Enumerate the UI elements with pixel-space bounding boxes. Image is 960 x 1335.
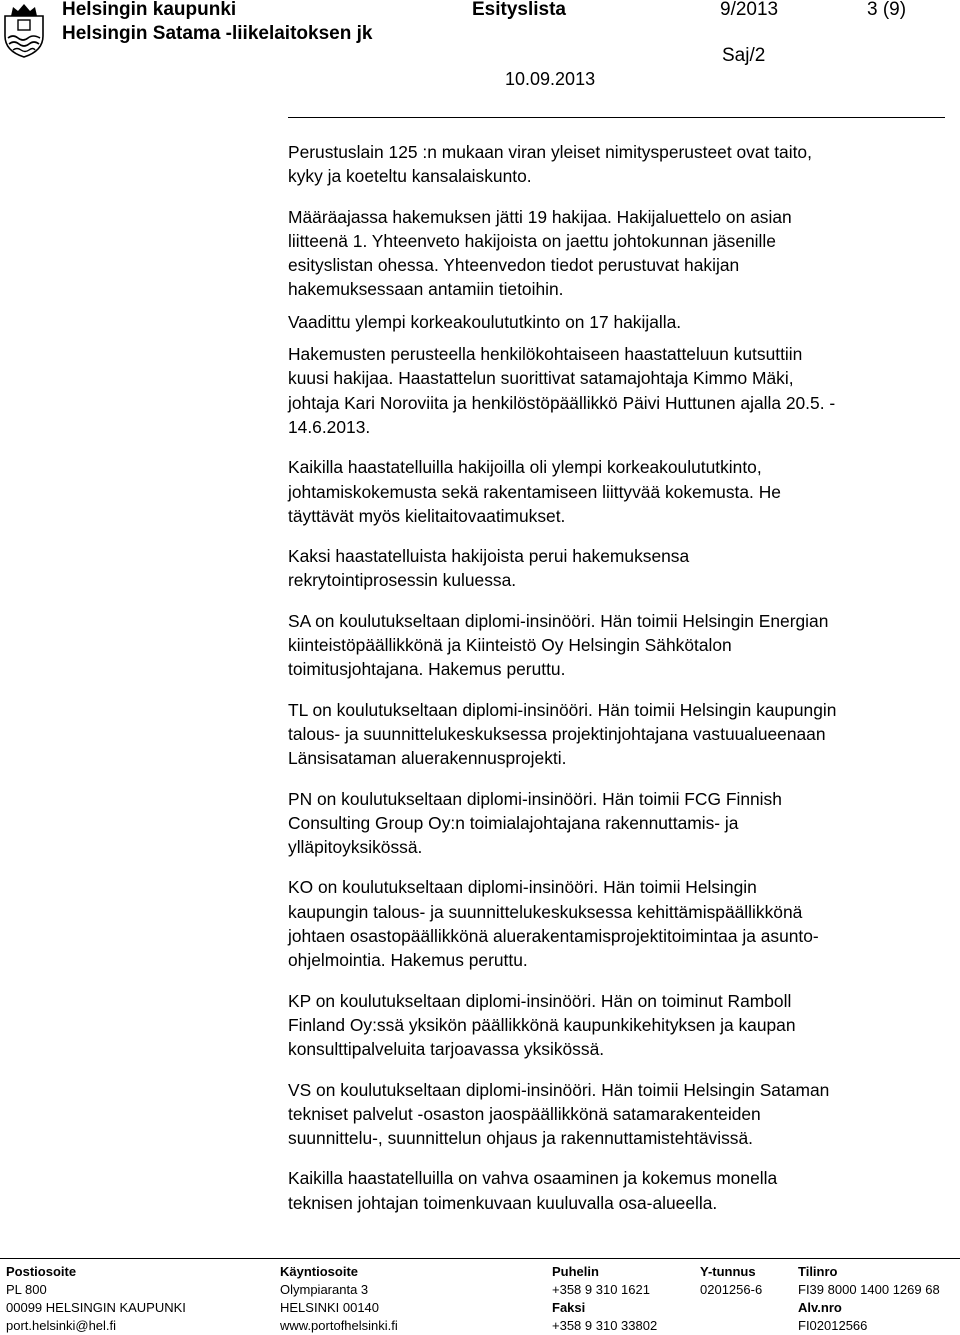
footer-value: FI02012566 xyxy=(798,1318,868,1333)
page-number: 3 (9) xyxy=(867,0,907,20)
footer-divider xyxy=(0,1258,960,1259)
footer-value: Olympiaranta 3 xyxy=(280,1282,369,1297)
organization-name: Helsingin kaupunki xyxy=(62,0,237,20)
body-paragraph: KP on koulutukseltaan diplomi-insinööri. Hän on toiminut Ramboll Finland Oy:ssä yksikön päällikkönä kaupunkikehityksen ja kaupan konsulttipalveluita tarjoavassa yksikössä. xyxy=(288,990,796,1060)
body-paragraph: Perustuslain 125 :n mukaan viran yleiset nimitysperusteet ovat taito, kyky ja koeteltu kansalaiskunto. xyxy=(288,142,812,187)
footer-value: PL 800 xyxy=(6,1282,47,1297)
document-body xyxy=(288,140,956,1231)
helsinki-crest-logo xyxy=(2,2,46,58)
department-name: Helsingin Satama -liikelaitoksen jk xyxy=(62,23,373,44)
footer-label: Puhelin xyxy=(552,1264,599,1279)
footer-value: HELSINKI 00140 xyxy=(280,1300,380,1315)
body-paragraph: Kaikilla haastatelluilla hakijoilla oli ylempi korkeakoulututkinto, johtamiskokemusta sekä rakentamiseen liittyvää kokemusta. He täyttävät myös kielitaitovaatimukset. xyxy=(288,457,781,526)
footer-visiting-address xyxy=(280,1263,398,1335)
footer-label: Y-tunnus xyxy=(700,1264,756,1279)
body-paragraph: Vaadittu ylempi korkeakoulututkinto on 17 hakijalla. xyxy=(288,311,682,332)
body-paragraph: SA on koulutukseltaan diplomi-insinööri. Hän toimii Helsingin Energian kiinteistöpäällikkönä ja Kiinteistö Oy Helsingin Sähkötalon toimitusjohtajana. Hakemus peruttu. xyxy=(288,610,829,680)
body-paragraph: VS on koulutukseltaan diplomi-insinööri. Hän toimii Helsingin Sataman tekniset palvelut -osaston jaospäällikkönä satamarakenteiden suunnittelu-, suunnittelun ohjaus ja rakennuttamistehtävissä. xyxy=(288,1079,830,1149)
header-divider xyxy=(288,117,945,118)
footer-website: www.portofhelsinki.fi xyxy=(280,1318,398,1333)
footer-business-id xyxy=(700,1263,762,1299)
body-paragraph: PN on koulutukseltaan diplomi-insinööri. Hän toimii FCG Finnish Consulting Group Oy:n toimialajohtajana rakennuttamis- ja ylläpitoyksikössä. xyxy=(288,788,782,858)
footer-label: Käyntiosoite xyxy=(280,1264,359,1279)
footer-label: Faksi xyxy=(552,1300,586,1315)
body-paragraph: Määräajassa hakemuksen jätti 19 hakijaa. Hakijaluettelo on asian liitteenä 1. Yhteenveto hakijoista on jaettu johtokunnan jäsenille esityslistan ohessa. Yhteenvedon tiedot perustuvat hakijan hakemuksessaan antamiin tietoihin. xyxy=(288,206,792,300)
footer-account xyxy=(798,1263,940,1335)
footer-value: 00099 HELSINGIN KAUPUNKI xyxy=(6,1300,186,1315)
footer-email: port.helsinki@hel.fi xyxy=(6,1318,117,1333)
footer-label: Tilinro xyxy=(798,1264,838,1279)
body-paragraph: KO on koulutukseltaan diplomi-insinööri. Hän toimii Helsingin kaupungin talous- ja suunnittelukeskuksessa kehittämispäällikkönä johtaen osastopäällikkönä aluerakentamisprojektitoimintaa ja asunto- ohjelmointia. Hakemus peruttu. xyxy=(288,877,819,971)
document-title: Esityslista xyxy=(472,0,566,20)
footer-label: Alv.nro xyxy=(798,1300,842,1315)
footer-value: 0201256-6 xyxy=(700,1282,763,1297)
footer-value: +358 9 310 1621 xyxy=(552,1282,650,1297)
footer-value: +358 9 310 33802 xyxy=(552,1318,658,1333)
body-paragraph: Kaksi haastatelluista hakijoista perui hakemuksensa rekrytointiprosessin kuluessa. xyxy=(288,546,690,591)
body-paragraph: TL on koulutukseltaan diplomi-insinööri. Hän toimii Helsingin kaupungin talous- ja suunnittelukeskuksessa projektinjohtajana vastuualueenaan Länsisataman aluerakennusprojekti. xyxy=(288,699,837,769)
footer-value: FI39 8000 1400 1269 68 xyxy=(798,1282,940,1297)
footer-postal-address xyxy=(6,1263,186,1335)
item-code: Saj/2 xyxy=(722,45,766,66)
meeting-date: 10.09.2013 xyxy=(505,69,596,89)
footer-label: Postiosoite xyxy=(6,1264,77,1279)
body-paragraph: Hakemusten perusteella henkilökohtaiseen haastatteluun kutsuttiin kuusi hakijaa. Haastattelun suorittivat satamajohtaja Kimmo Mäki, johtaja Kari Noroviita ja henkilöstöpäällikkö Päivi Huttunen ajalla 20.5. - 14.6.2013. xyxy=(288,344,836,437)
footer-phone xyxy=(552,1263,657,1335)
body-paragraph: Kaikilla haastatelluilla on vahva osaaminen ja kokemus monella teknisen johtajan toimenkuvaan kuuluvalla osa-alueella. xyxy=(288,1168,778,1213)
document-number: 9/2013 xyxy=(720,0,779,20)
